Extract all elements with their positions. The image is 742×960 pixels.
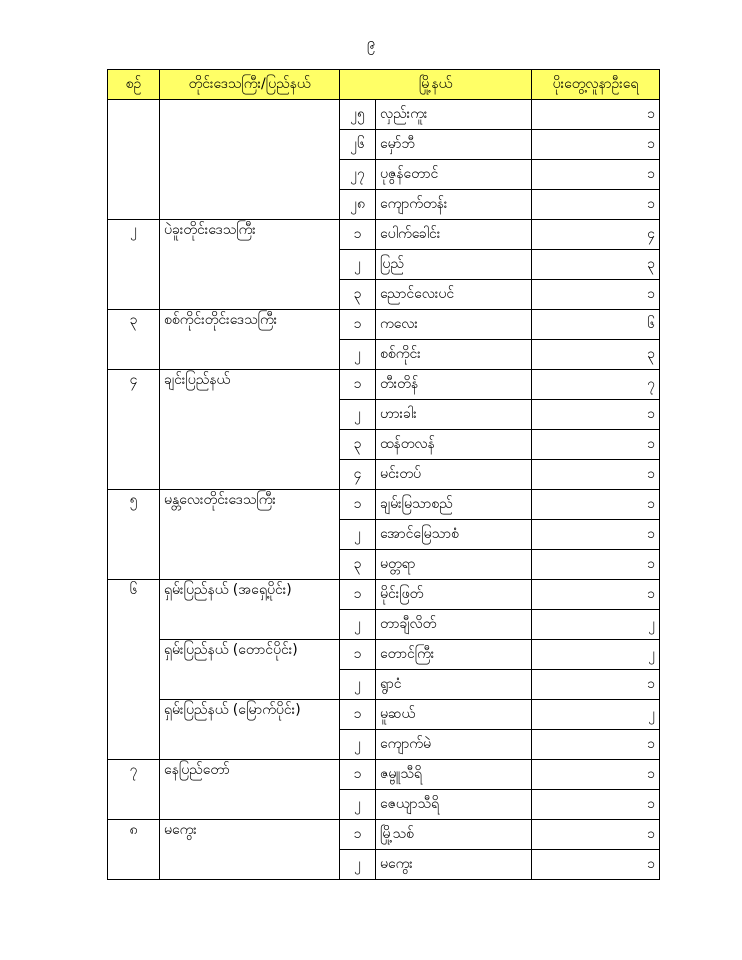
case-count: ၂ [532,640,660,670]
township-name: ဇမ္ဗူသီရိ [376,760,532,790]
township-name: မတ္တရာ [376,550,532,580]
header-township: မြို့နယ် [340,70,532,100]
township-number: ၁ [340,220,376,250]
township-number: ၃ [340,280,376,310]
township-number: ၂ [340,400,376,430]
case-count: ၆ [532,310,660,340]
table-row [108,370,660,400]
township-number: ၂ [340,610,376,640]
case-count: ၁ [532,850,660,880]
township-number: ၁ [340,310,376,340]
case-count: ၁ [532,520,660,550]
row-number: ၈ [108,820,160,880]
case-count: ၁ [532,730,660,760]
header-count: ပိုးတွေ့လူနာဦးရေ [532,70,660,100]
page-number: ၉ [366,34,376,52]
township-name: တောင်ကြီး [376,640,532,670]
township-number: ၁ [340,700,376,730]
case-count: ၁ [532,460,660,490]
case-count: ၁ [532,550,660,580]
table-row [108,700,660,730]
table-row [108,490,660,520]
case-count: ၁ [532,430,660,460]
township-name: မူဆယ် [376,700,532,730]
case-count: ၃ [532,340,660,370]
township-number: ၁ [340,580,376,610]
township-name: စစ်ကိုင်း [376,340,532,370]
region-cell: စစ်ကိုင်းတိုင်းဒေသကြီး [160,310,340,370]
table-row [108,760,660,790]
township-name: အောင်မြေသာစံ [376,520,532,550]
township-name: မင်းတပ် [376,460,532,490]
table-row [108,310,660,340]
case-count: ၁ [532,160,660,190]
township-name: ကလေး [376,310,532,340]
case-count: ၁ [532,100,660,130]
township-number: ၂၈ [340,190,376,220]
township-name: ချမ်းမြသာစည် [376,490,532,520]
township-number: ၁ [340,370,376,400]
case-count: ၁ [532,820,660,850]
case-count: ၁ [532,790,660,820]
township-number: ၂ [340,340,376,370]
case-count: ၁ [532,670,660,700]
region-cell [160,100,340,220]
township-name: ဇေယျာသီရိ [376,790,532,820]
township-number: ၁ [340,490,376,520]
case-count: ၂ [532,700,660,730]
township-number: ၂၆ [340,130,376,160]
township-name: ရွာငံ [376,670,532,700]
township-name: ကျောက်မဲ [376,730,532,760]
region-cell: ရှမ်းပြည်နယ် (မြောက်ပိုင်း) [160,700,340,760]
township-name: မကွေး [376,850,532,880]
region-cell: နေပြည်တော် [160,760,340,820]
township-number: ၂ [340,520,376,550]
table-row [108,820,660,850]
case-count: ၁ [532,130,660,160]
township-number: ၂ [340,730,376,760]
table-row [108,220,660,250]
township-name: ညောင်လေးပင် [376,280,532,310]
township-number: ၂ [340,250,376,280]
row-number: ၄ [108,370,160,490]
township-number: ၂ [340,670,376,700]
case-count: ၃ [532,250,660,280]
row-number: ၆ [108,580,160,760]
case-count: ၁ [532,190,660,220]
township-number: ၂ [340,850,376,880]
cases-table [107,69,660,880]
township-name: ပုဇွန်တောင် [376,160,532,190]
table-row [108,100,660,130]
township-number: ၁ [340,640,376,670]
case-count: ၁ [532,580,660,610]
township-name: ပြည် [376,250,532,280]
header-no: စဉ် [108,70,160,100]
region-cell: ရှမ်းပြည်နယ် (အရှေ့ပိုင်း) [160,580,340,640]
region-cell: မန္တလေးတိုင်းဒေသကြီး [160,490,340,580]
township-number: ၁ [340,820,376,850]
township-number: ၃ [340,550,376,580]
township-name: ကျောက်တန်း [376,190,532,220]
case-count: ၁ [532,760,660,790]
township-name: မှော်ဘီ [376,130,532,160]
township-name: ဟားခါး [376,400,532,430]
township-name: တာချီလိတ် [376,610,532,640]
table-row [108,580,660,610]
case-count: ၁ [532,280,660,310]
header-row [108,70,660,100]
row-number: ၂ [108,220,160,310]
row-number: ၃ [108,310,160,370]
region-cell: မကွေး [160,820,340,880]
case-count: ၄ [532,220,660,250]
row-number [108,100,160,220]
township-number: ၁ [340,760,376,790]
table-row [108,640,660,670]
case-count: ၁ [532,400,660,430]
case-count: ၁ [532,490,660,520]
township-number: ၂ [340,790,376,820]
township-number: ၃ [340,430,376,460]
township-name: တီးတိန် [376,370,532,400]
township-name: ပေါက်ခေါင်း [376,220,532,250]
row-number: ၅ [108,490,160,580]
township-name: လှည်းကူး [376,100,532,130]
region-cell: ရှမ်းပြည်နယ် (တောင်ပိုင်း) [160,640,340,700]
township-number: ၂၅ [340,100,376,130]
township-name: မိုင်းဖြတ် [376,580,532,610]
case-count: ၇ [532,370,660,400]
region-cell: ပဲခူးတိုင်းဒေသကြီး [160,220,340,310]
region-cell: ချင်းပြည်နယ် [160,370,340,490]
row-number: ၇ [108,760,160,820]
township-name: မြို့သစ် [376,820,532,850]
header-region: တိုင်းဒေသကြီး/ပြည်နယ် [160,70,340,100]
township-name: ထန်တလန် [376,430,532,460]
township-number: ၄ [340,460,376,490]
township-number: ၂၇ [340,160,376,190]
case-count: ၂ [532,610,660,640]
